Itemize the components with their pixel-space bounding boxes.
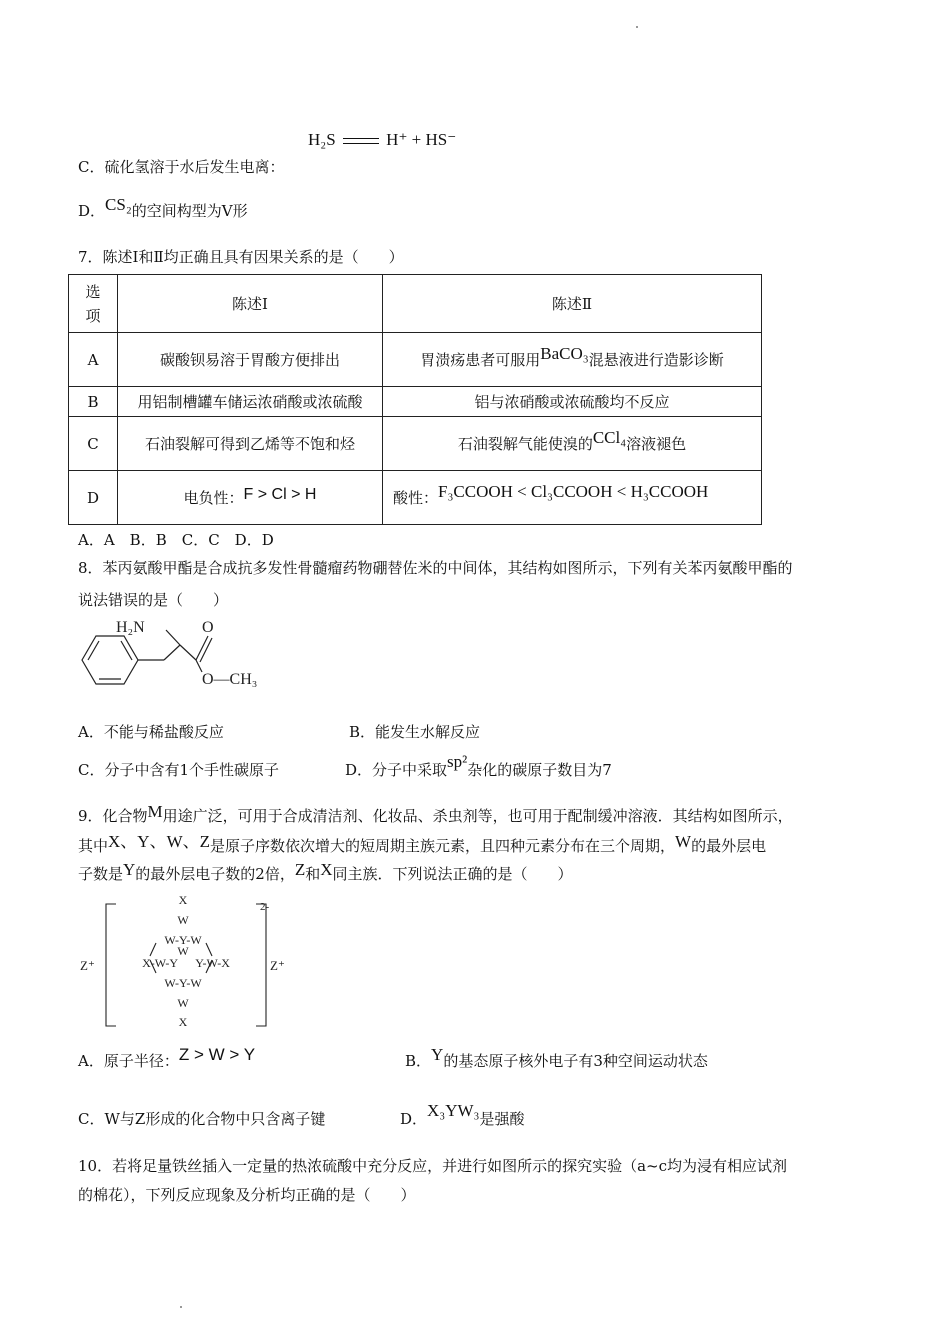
q7-formula: F₃CCOOH < Cl₃CCOOH < H₃CCOOH [438, 482, 709, 501]
x3yw3-formula: X₃YW₃ [427, 1101, 480, 1120]
scan-dot [180, 1306, 182, 1308]
counter-ion-right: Z⁺ [270, 958, 285, 973]
atom-w-top: W [177, 913, 189, 927]
ring-middle-row: X-W-Y Y-W-X [142, 956, 230, 970]
atom-w-center: W [177, 944, 189, 958]
q6-equation [308, 130, 456, 150]
q9-option-b: B．Y的基态原子核外电子有3种空间运动状态 [405, 1045, 708, 1070]
q6-eq-lhs: H₂S [308, 130, 336, 149]
table-row [69, 387, 762, 417]
q9-option-c: C．W与Z形成的化合物中只含离子键 [78, 1110, 326, 1128]
atom-w-bottom: W [177, 996, 189, 1010]
q7-row-option: C [69, 417, 118, 471]
sp2-formula: sp² [447, 752, 468, 771]
q7-options: A．A B．B C．C D．D [78, 531, 274, 549]
table-row [69, 333, 762, 387]
amine-label: H₂N [116, 619, 145, 636]
atom-x-top: X [178, 893, 188, 907]
q8-option-d: D．分子中采取sp²杂化的碳原子数目为7 [345, 752, 612, 779]
q9-option-a: A．原子半径：Z > W > Y [78, 1045, 256, 1070]
q7-question: 7．陈述Ⅰ和Ⅱ均正确且具有因果关系的是（ ） [78, 248, 404, 266]
q9-question-line1: 9．化合物M用途广泛，可用于合成清洁剂、化妆品、杀虫剂等，也可用于配制缓冲溶液．其结构如图所示， [78, 802, 793, 825]
q7-header-statement-2: 陈述Ⅱ [383, 275, 762, 333]
q10-question-line1: 10．若将足量铁丝插入一定量的热浓硫酸中充分反应，并进行如图所示的探究实验（a~c均为浸有相应试剂 [78, 1157, 788, 1175]
q7-table [68, 274, 762, 525]
q8-question-line1: 8．苯丙氨酸甲酯是合成抗多发性骨髓瘤药物硼替佐米的中间体，其结构如图所示，下列有关苯丙氨酸甲酯的 [78, 559, 793, 577]
right-bracket [256, 904, 266, 1026]
table-row [69, 471, 762, 525]
q7-row-s2: 酸性：F₃CCOOH < Cl₃CCOOH < H₃CCOOH [383, 471, 762, 525]
q7-formula: CCl₄ [592, 428, 627, 447]
q7-row-s2: 铝与浓硝酸或浓硫酸均不反应 [383, 387, 762, 417]
q7-row-s1: 电负性：F > Cl > H [118, 471, 383, 525]
q6-option-c: C．硫化氢溶于水后发生电离： [78, 158, 285, 176]
ring-bottom-row: W-Y-W [164, 976, 202, 990]
q6-d-formula: CS₂ [105, 195, 132, 214]
radius-formula: Z > W > Y [178, 1045, 256, 1064]
q7-row-s1: 碳酸钡易溶于胃酸方便排出 [118, 333, 383, 387]
q7-row-option: A [69, 333, 118, 387]
q10-question-line2: 的棉花），下列反应现象及分析均正确的是（ ） [78, 1186, 416, 1204]
q6-eq-rhs: H⁺ + HS⁻ [386, 130, 457, 149]
q8-option-b: B．能发生水解反应 [349, 723, 481, 741]
scan-dot [636, 26, 638, 28]
ion-charge: 2- [260, 901, 270, 913]
q7-row-s2: 胃溃疡患者可服用BaCO₃混悬液进行造影诊断 [383, 333, 762, 387]
q7-row-s1: 用铝制槽罐车储运浓硝酸或浓硫酸 [118, 387, 383, 417]
q7-row-option: B [69, 387, 118, 417]
q8-option-a: A．不能与稀盐酸反应 [78, 723, 224, 741]
q7-row-s2: 石油裂解气能使溴的CCl₄溶液褪色 [383, 417, 762, 471]
q9-compound-structure [78, 890, 298, 1030]
q6-d-prefix: D． [78, 202, 106, 220]
q7-header-option: 选 项 [69, 275, 118, 333]
q7-header-statement-1: 陈述Ⅰ [118, 275, 383, 333]
benzene-ring [82, 636, 138, 684]
q9-option-d: D．X₃YW₃是强酸 [400, 1101, 525, 1128]
ester-label: O—CH₃ [202, 671, 258, 688]
q7-row-s1: 石油裂解可得到乙烯等不饱和烃 [118, 417, 383, 471]
q7-formula: F > Cl > H [243, 486, 317, 503]
q6-d-suffix: 的空间构型为V形 [131, 202, 248, 220]
q8-option-c: C．分子中含有1个手性碳原子 [78, 761, 280, 779]
q6-option-d [78, 195, 248, 222]
ring-top-row: W-Y-W [164, 933, 202, 947]
phenylalanine-methyl-ester-structure [72, 612, 282, 694]
left-bracket [106, 904, 116, 1026]
table-row [69, 417, 762, 471]
q8-question-line2: 说法错误的是（ ） [78, 591, 229, 609]
q9-question-line3: 子数是Y的最外层电子数的2倍，Z和X同主族．下列说法正确的是（ ） [78, 860, 573, 883]
equilibrium-double-line [343, 138, 379, 144]
q9-question-line2: 其中X、Y、W、Z是原子序数依次增大的短周期主族元素，且四种元素分布在三个周期，W的最外层电 [78, 832, 767, 855]
atom-x-bottom: X [178, 1015, 188, 1029]
q7-formula: BaCO₃ [540, 344, 589, 363]
counter-ion-left: Z⁺ [80, 958, 95, 973]
carbonyl-o-label: O [202, 619, 214, 636]
q7-row-option: D [69, 471, 118, 525]
